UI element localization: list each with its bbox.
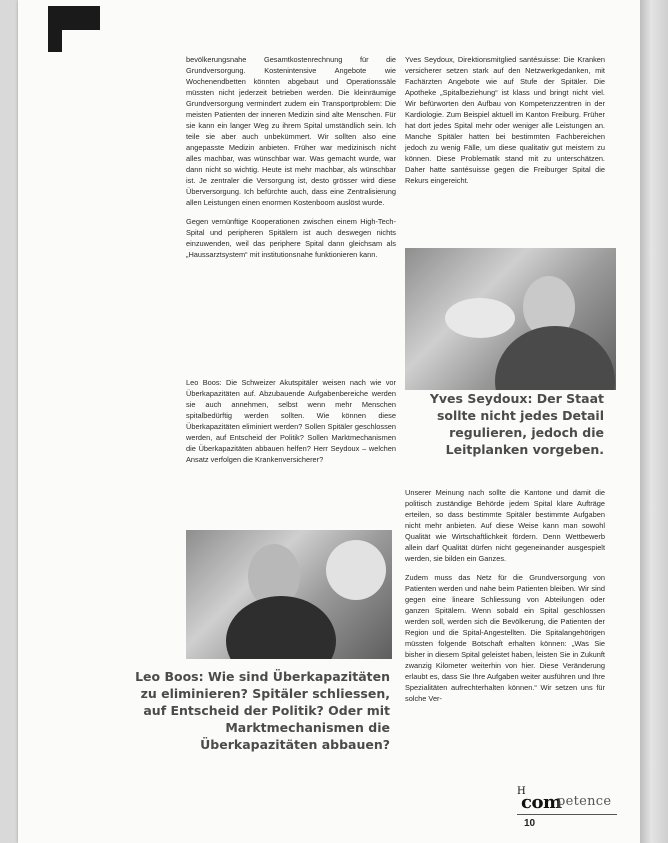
portrait-body-shape [226, 596, 336, 659]
photo-caption-boos: Leo Boos: Wie sind Überkapazitäten zu eliminieren? Spitäler schliessen, auf Entscheid der Politik? Oder mit Marktmechanismen die Überkapazitäten abbauen? [135, 669, 390, 752]
paragraph: Gegen vernünftige Kooperationen zwischen einem High-Tech-Spital und peripheren Spitälern ist auch deswegen nichts einzuwenden, weil das periphere Spital dann gleichsam als „Haussarztsystem“ mit institutionsnahe funktionieren kann. [186, 217, 396, 259]
portrait-body-shape [495, 326, 615, 390]
background-light-shape [445, 298, 515, 338]
text-column-right-bottom [405, 487, 605, 712]
logo-h: H [517, 786, 526, 797]
logo-com: com [521, 792, 562, 813]
paragraph: bevölkerungsnahe Gesamtkostenrechnung für die Grundversorgung. Kostenintensive Angebote wie Wochenendbetten könnten abgebaut und Operationssäle müssten nicht jederzeit betrieben werden. Die kleinräumige Grundversorgung vermindert zudem ein Transportproblem: Die meisten Patienten der inneren Medizin sind alte Menschen. Für sie kann ein langer Weg zu ihrem Spital umständlich sein. Ich teile sie aber auch unbekümmert. Wir sollten also eine angepasste Medizin anbieten. Früher war medizinisch nicht alles machbar, was wünschbar war. Was gemacht wurde, war dann nicht so wichtig. Heute ist mehr machbar, als wünschbar ist. Je zentraler die Versorgung ist, desto grösser wird diese Überversorgung. Ich befürchte auch, dass eine Zentralisierung allen Leistungen einen enormen Kostenboom auslöst wurde. [186, 55, 396, 207]
logo-rest: petence [557, 794, 612, 809]
corner-marker [48, 6, 100, 52]
paragraph: Zudem muss das Netz für die Grundversorgung von Patienten werden und nahe beim Patienten bleiben. Wir sind gegen eine lineare Schliessung von Abteilungen oder ganzen Spitälern. Wenn sobald ein Spital geschlossen werden soll, werden sich die Bevölkerung, die Patienten der Region und die Spital-Angestellten. Die Spitalangehörigen müssten folgende Botschaft erhalten können: „Was Sie bisher in diesem Spital geleistet haben, leisten Sie in Zukunft zwanzig Kilometer weiterhin von hier. Diese Veränderung erlaubt es, dass Sie Ihre Aufgaben weiter ausführen und Ihre Spezialitäten aufrechterhalten können.“ Wir setzen uns für solche Ver- [405, 573, 605, 703]
paragraph: Yves Seydoux, Direktionsmitglied santésuisse: Die Kranken versicherer setzen stark auf den Netzwerkgedanken, mit Fachärzten Angebote wie auf Stufe der Spitäler. Die Apotheke „Spitalbeziehung“ ist klass und bringt nicht viel. Wir befürworten den Aufbau von Kompetenzzentren in der Kardiologie. Zum Beispiel aktuell im Kanton Freiburg. Früher hat dort jedes Spital mehr oder weniger alle Leistungen an. Manche Spitäler hatten bei bestimmten Fachbereichen jedoch zu wenig Fälle, um diese qualitativ gut meistern zu können. Diese Problematik stand mit zu unterschätzen. Daher hatte santésuisse gegen die Freiburger Spital die Rekurs eingereicht. [405, 55, 605, 185]
photo-caption-seydoux: Yves Seydoux: Der Staat sollte nicht jedes Detail regulieren, jedoch die Leitplanken vorgeben. [429, 391, 604, 457]
photo-yves-seydoux [405, 248, 616, 390]
page-number: 10 [524, 818, 536, 829]
text-column-left-bottom [186, 377, 396, 473]
competence-logo [517, 786, 617, 816]
paragraph: Unserer Meinung nach sollte die Kantone und damit die politisch zuständige Behörde jedem Spital klare Aufträge erteilen, so dass bestimmte Spitäler bestimmte Aufgaben nicht mehr anbieten. Auf diese Weise kann man sowohl Qualität wie Wirtschaftlichkeit fördern. Denn Wettbewerb allein darf Qualität dürfen nicht gegeneinander ausgespielt werden, sie bilden ein Ganzes. [405, 488, 605, 563]
photo-leo-boos [186, 530, 392, 659]
background-light-shape [326, 540, 386, 600]
paragraph: Leo Boos: Die Schweizer Akutspitäler weisen nach wie vor Überkapazitäten auf. Abzubauende Aufgabenbereiche werden sie auch annehmen, selbst wenn mehr Menschen spitalbedürftig werden sollten. Wie können diese Überkapazitäten eliminiert werden? Sollen Spitäler geschlossen werden, auf Entscheid der Politik? Sollen Marktmechanismen die Überkapazitäten abbauen helfen? Herr Seydoux – welchen Ansatz verfolgen die Krankenversicherer? [186, 378, 396, 464]
text-column-left-top [186, 54, 396, 268]
text-column-right-top [405, 54, 605, 194]
logo-rule [517, 814, 617, 815]
page-binding-edge [640, 0, 668, 843]
